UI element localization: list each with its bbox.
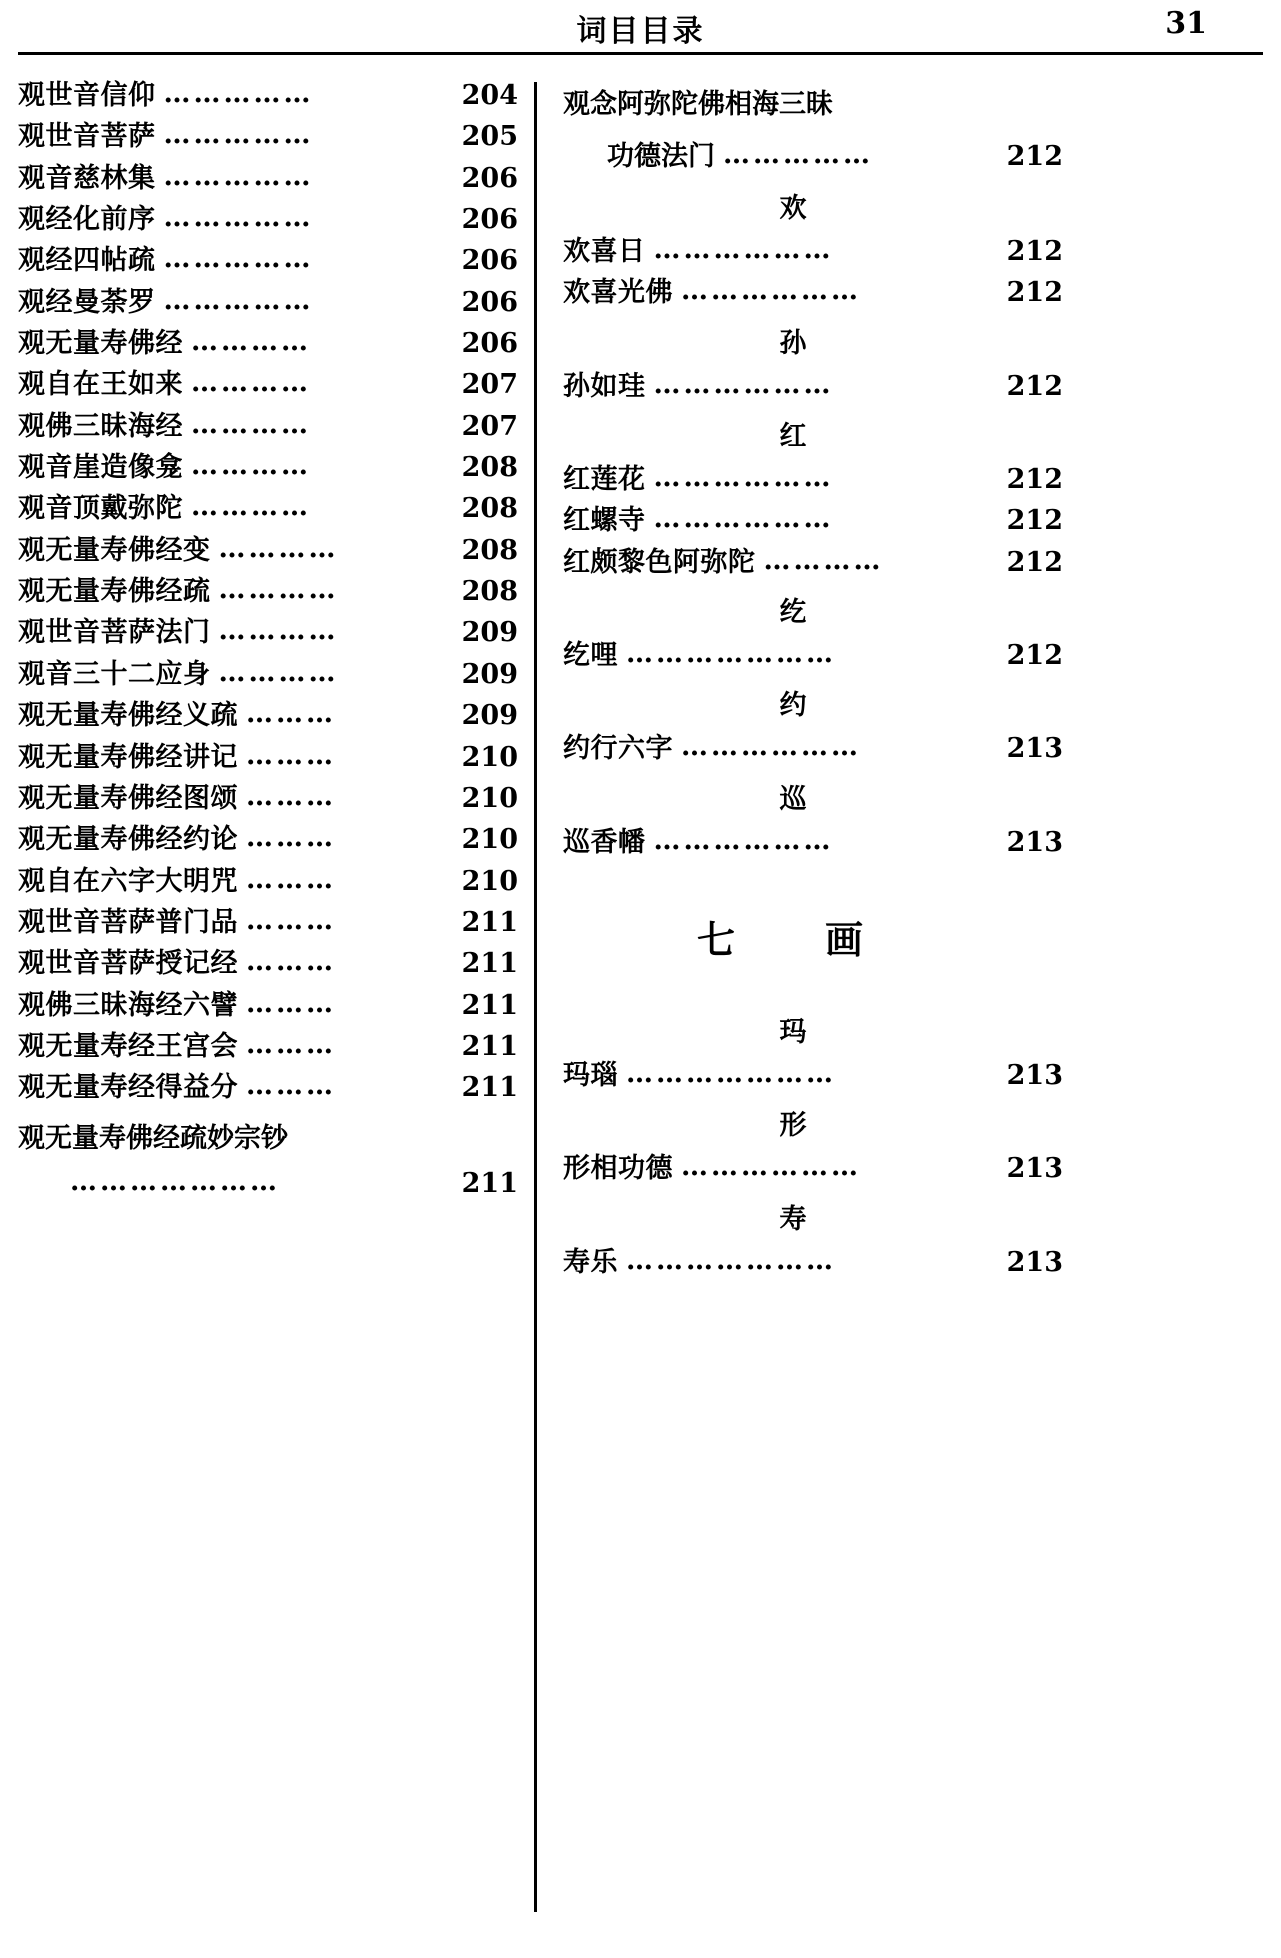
index-entry[interactable] bbox=[18, 826, 518, 854]
index-entry[interactable] bbox=[18, 123, 518, 151]
entry-title: 观音顶戴弥陀 bbox=[18, 493, 183, 525]
entry-title: 观世音信仰 bbox=[18, 80, 156, 111]
entry-page-number: 211 bbox=[461, 1167, 518, 1199]
entry-leader-dots: ……………… bbox=[653, 464, 834, 493]
entry-page-number: 212 bbox=[1006, 236, 1063, 267]
entry-page-number: 209 bbox=[461, 700, 518, 732]
entry-leader-dots: ……… bbox=[246, 824, 336, 853]
entry-leader-dots: …………… bbox=[163, 121, 314, 150]
index-entry[interactable] bbox=[563, 642, 1063, 670]
index-entry[interactable] bbox=[18, 658, 518, 690]
entry-title: 观无量寿经王宫会 bbox=[18, 1030, 238, 1062]
entry-page-number: 204 bbox=[461, 80, 518, 111]
index-entry[interactable] bbox=[563, 1155, 1063, 1183]
entry-page-number: 212 bbox=[1006, 505, 1063, 537]
index-entry[interactable] bbox=[563, 1062, 1063, 1090]
entry-title: 红颇黎色阿弥陀 bbox=[563, 546, 756, 578]
entry-title: 观经曼荼罗 bbox=[18, 286, 156, 318]
entry-title: 观音慈林集 bbox=[18, 162, 156, 194]
entry-leader-dots: …………… bbox=[163, 204, 314, 233]
index-entry[interactable] bbox=[18, 162, 518, 194]
entry-leader-dots: …………… bbox=[163, 245, 314, 274]
index-entry[interactable] bbox=[18, 371, 518, 399]
entry-leader-dots: ………………… bbox=[626, 1246, 836, 1276]
entry-page-number: 213 bbox=[1006, 1153, 1063, 1185]
entry-title: 约行六字 bbox=[563, 733, 673, 765]
entry-page-number: 212 bbox=[1006, 640, 1063, 672]
index-entry[interactable] bbox=[18, 454, 518, 482]
radical-section-heading: 纥 bbox=[779, 597, 807, 629]
entry-leader-dots: ………… bbox=[218, 534, 339, 564]
index-entry[interactable] bbox=[18, 330, 518, 358]
entry-page-number: 211 bbox=[461, 989, 518, 1021]
entry-title: 观无量寿佛经讲记 bbox=[18, 741, 238, 773]
entry-page-number: 207 bbox=[461, 410, 518, 442]
index-entry[interactable] bbox=[18, 619, 518, 647]
index-entry[interactable] bbox=[18, 906, 518, 938]
entry-leader-dots: …………… bbox=[163, 286, 314, 316]
index-entry[interactable] bbox=[18, 865, 518, 897]
entry-title: 观无量寿佛经图颂 bbox=[18, 782, 238, 814]
index-entry[interactable] bbox=[18, 989, 518, 1021]
entry-leader-dots: ………… bbox=[218, 576, 339, 605]
index-columns bbox=[18, 82, 1263, 1912]
radical-section-heading: 巡 bbox=[779, 783, 807, 815]
index-entry[interactable] bbox=[563, 507, 1063, 535]
entry-title: 巡香幡 bbox=[563, 826, 646, 858]
entry-title: 观无量寿佛经义疏 bbox=[18, 700, 238, 732]
entry-title: 观念阿弥陀佛相海三昧 bbox=[563, 89, 833, 120]
entry-page-number: 206 bbox=[461, 328, 518, 360]
entry-leader-dots: ……… bbox=[246, 906, 336, 936]
entry-page-number: 205 bbox=[461, 121, 518, 153]
entry-page-number: 212 bbox=[1006, 370, 1063, 402]
entry-leader-dots: ………… bbox=[191, 452, 311, 481]
entry-page-number: 211 bbox=[461, 906, 518, 938]
radical-section-heading: 约 bbox=[779, 690, 807, 722]
entry-title: 观自在王如来 bbox=[18, 369, 183, 401]
entry-leader-dots: ………… bbox=[218, 658, 339, 688]
entry-title: 形相功德 bbox=[563, 1153, 673, 1185]
index-entry[interactable] bbox=[563, 826, 1063, 858]
entry-title: 红螺寺 bbox=[563, 505, 646, 537]
entry-title: 观佛三昧海经 bbox=[18, 410, 183, 442]
entry-title: 观无量寿佛经 bbox=[18, 328, 183, 360]
entry-leader-dots: ……… bbox=[246, 741, 336, 770]
entry-title: 观无量寿佛经疏 bbox=[18, 576, 211, 608]
right-column bbox=[563, 82, 1063, 1290]
entry-page-number: 211 bbox=[461, 1072, 518, 1104]
radical-section-heading: 欢 bbox=[779, 193, 807, 224]
index-entry[interactable] bbox=[563, 370, 1063, 402]
entry-title: 观无量寿佛经疏妙宗钞 bbox=[18, 1122, 288, 1154]
left-column bbox=[18, 82, 524, 1212]
entry-page-number: 206 bbox=[461, 204, 518, 236]
index-entry[interactable] bbox=[563, 466, 1063, 494]
entry-title: 观世音菩萨普门品 bbox=[18, 906, 238, 938]
entry-page-number: 209 bbox=[461, 658, 518, 690]
entry-continuation-line bbox=[563, 134, 1063, 173]
entry-title: 观世音菩萨授记经 bbox=[18, 948, 238, 980]
entry-page-number: 207 bbox=[461, 369, 518, 401]
entry-leader-dots: ……………… bbox=[653, 236, 834, 265]
entry-page-number: 208 bbox=[461, 452, 518, 484]
entry-leader-dots: ……………… bbox=[681, 1153, 861, 1182]
entry-page-number: 210 bbox=[461, 824, 518, 856]
index-entry[interactable] bbox=[563, 238, 1063, 266]
radical-section-heading: 玛 bbox=[779, 1017, 807, 1049]
entry-leader-dots: …………… bbox=[723, 139, 873, 170]
entry-page-number: 206 bbox=[461, 245, 518, 277]
entry-page-number: 208 bbox=[461, 534, 518, 566]
entry-leader-dots: ……………… bbox=[653, 826, 834, 856]
entry-page-number: 211 bbox=[461, 1030, 518, 1062]
column-divider bbox=[534, 82, 537, 1912]
index-entry[interactable] bbox=[563, 546, 1063, 578]
entry-title: 欢喜日 bbox=[563, 236, 646, 267]
index-entry[interactable] bbox=[18, 495, 518, 523]
entry-page-number: 212 bbox=[1006, 141, 1063, 172]
index-entry[interactable] bbox=[18, 247, 518, 275]
entry-title: 观无量寿经得益分 bbox=[18, 1072, 238, 1104]
entry-page-number: 208 bbox=[461, 576, 518, 608]
radical-section-heading: 红 bbox=[779, 421, 807, 453]
entry-page-number: 208 bbox=[461, 493, 518, 525]
entry-page-number: 212 bbox=[1006, 464, 1063, 496]
entry-leader-dots: ………… bbox=[218, 617, 339, 646]
index-entry[interactable] bbox=[18, 782, 518, 814]
entry-leader-dots: ……… bbox=[246, 1072, 336, 1101]
entry-page-number: 212 bbox=[1006, 277, 1063, 309]
index-entry[interactable] bbox=[18, 410, 518, 442]
entry-leader-dots: ……… bbox=[246, 948, 336, 977]
radical-section-heading: 形 bbox=[779, 1110, 807, 1142]
entry-title: 观无量寿佛经变 bbox=[18, 534, 211, 566]
entry-title: 观音三十二应身 bbox=[18, 658, 211, 690]
entry-title: 观自在六字大明咒 bbox=[18, 865, 238, 897]
index-entry[interactable] bbox=[563, 82, 1063, 173]
entry-page-number: 213 bbox=[1006, 1060, 1063, 1092]
page-number: 31 bbox=[1165, 6, 1207, 41]
entry-title: 观经四帖疏 bbox=[18, 245, 156, 277]
index-entry[interactable] bbox=[18, 1074, 518, 1102]
entry-title: 观经化前序 bbox=[18, 204, 156, 236]
entry-leader-dots: ……… bbox=[246, 700, 336, 729]
entry-leader-dots: ……… bbox=[246, 1030, 336, 1060]
entry-leader-dots: ……… bbox=[246, 989, 336, 1018]
entry-page-number: 210 bbox=[461, 865, 518, 897]
stroke-count-heading: 七 画 bbox=[696, 917, 889, 963]
entry-page-number: 209 bbox=[461, 617, 518, 649]
page-title: 词目目录 bbox=[576, 14, 705, 49]
entry-continuation-line bbox=[18, 1165, 518, 1199]
entry-leader-dots: ………… bbox=[191, 493, 311, 522]
index-entry[interactable] bbox=[18, 1116, 518, 1199]
entry-page-number: 213 bbox=[1006, 826, 1063, 858]
entry-title: 欢喜光佛 bbox=[563, 277, 673, 309]
entry-leader-dots: …………… bbox=[163, 162, 314, 192]
entry-title: 红莲花 bbox=[563, 464, 646, 496]
entry-leader-dots: ………… bbox=[763, 546, 884, 576]
entry-leader-dots: …………… bbox=[163, 80, 314, 109]
entry-title: 观音崖造像龛 bbox=[18, 452, 183, 484]
entry-leader-dots: ………………… bbox=[626, 1060, 836, 1089]
entry-page-number: 210 bbox=[461, 782, 518, 814]
index-entry[interactable] bbox=[563, 735, 1063, 763]
entry-leader-dots: ……………… bbox=[681, 277, 861, 306]
entry-leader-dots: ………………… bbox=[70, 1165, 280, 1197]
index-entry[interactable] bbox=[18, 1030, 518, 1062]
index-entry[interactable] bbox=[563, 1246, 1063, 1278]
entry-page-number: 206 bbox=[461, 286, 518, 318]
entry-page-number: 206 bbox=[461, 162, 518, 194]
page-header bbox=[18, 0, 1263, 62]
entry-leader-dots: ……… bbox=[246, 865, 336, 894]
entry-leader-dots: ……………… bbox=[681, 733, 861, 762]
index-entry[interactable] bbox=[18, 206, 518, 234]
entry-title: 观世音菩萨法门 bbox=[18, 617, 211, 649]
index-entry[interactable] bbox=[18, 286, 518, 318]
entry-title: 观世音菩萨 bbox=[18, 121, 156, 153]
entry-title: 玛瑙 bbox=[563, 1060, 618, 1092]
radical-section-heading: 孙 bbox=[779, 327, 807, 359]
index-entry[interactable] bbox=[18, 578, 518, 606]
entry-page-number: 213 bbox=[1006, 1246, 1063, 1278]
index-entry[interactable] bbox=[18, 82, 518, 110]
header-rule bbox=[18, 52, 1263, 55]
entry-page-number: 210 bbox=[461, 741, 518, 773]
entry-title: 纥哩 bbox=[563, 640, 618, 672]
entry-leader-dots: ………………… bbox=[626, 640, 836, 669]
entry-leader-dots: ……………… bbox=[653, 370, 834, 400]
entry-title: 寿乐 bbox=[563, 1246, 618, 1278]
entry-leader-dots: ………… bbox=[191, 369, 311, 398]
radical-section-heading: 寿 bbox=[779, 1203, 807, 1235]
index-entry[interactable] bbox=[18, 702, 518, 730]
index-entry[interactable] bbox=[563, 279, 1063, 307]
entry-title: 观佛三昧海经六譬 bbox=[18, 989, 238, 1021]
entry-title: 观无量寿佛经约论 bbox=[18, 824, 238, 856]
entry-page-number: 213 bbox=[1006, 733, 1063, 765]
entry-title: 孙如珪 bbox=[563, 370, 646, 402]
entry-page-number: 211 bbox=[461, 948, 518, 980]
entry-leader-dots: ………… bbox=[191, 328, 311, 357]
entry-leader-dots: ……………… bbox=[653, 505, 834, 534]
index-entry[interactable] bbox=[18, 950, 518, 978]
entry-title-continued: 功德法门 bbox=[607, 141, 715, 172]
entry-page-number: 212 bbox=[1006, 546, 1063, 578]
entry-leader-dots: ……… bbox=[246, 782, 336, 812]
index-entry[interactable] bbox=[18, 534, 518, 566]
entry-leader-dots: ………… bbox=[191, 410, 311, 440]
index-entry[interactable] bbox=[18, 741, 518, 773]
